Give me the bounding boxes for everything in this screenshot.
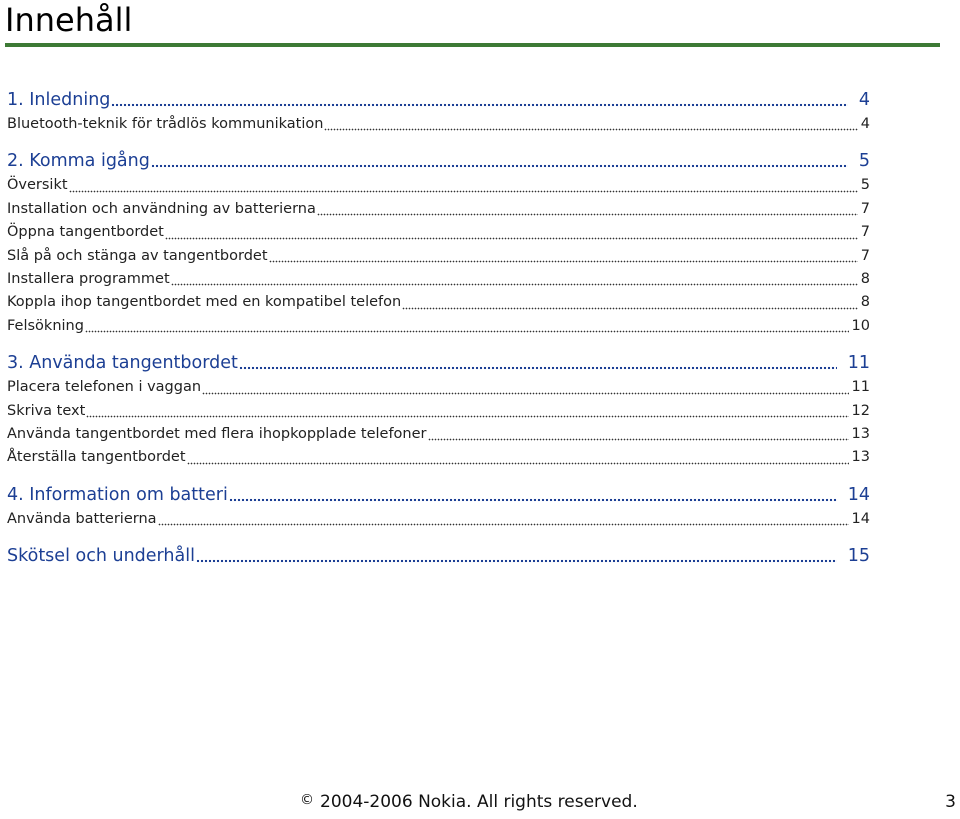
table-of-contents	[7, 88, 870, 569]
section-gap	[7, 470, 870, 483]
dot-leader	[269, 260, 858, 263]
toc-entry-page: 8	[860, 270, 870, 287]
toc-entry-page: 7	[860, 247, 870, 264]
toc-chapter-label: 4. Information om batteri	[7, 484, 228, 505]
toc-chapter-page: 15	[847, 546, 870, 567]
toc-entry-page: 5	[860, 177, 870, 194]
dot-leader	[239, 366, 837, 370]
toc-entry[interactable]	[7, 423, 870, 446]
toc-entry-page: 12	[851, 402, 870, 419]
copyright-notice	[300, 792, 638, 812]
dot-leader	[428, 438, 849, 441]
toc-entry-label: Översikt	[7, 177, 68, 194]
title-divider	[5, 43, 940, 47]
toc-entry-label: Använda tangentbordet med flera ihopkopplade telefoner	[7, 425, 427, 442]
page-title: Innehåll	[5, 1, 133, 39]
toc-entry[interactable]	[7, 315, 870, 338]
toc-entry[interactable]	[7, 245, 870, 268]
page-number: 3	[945, 792, 956, 812]
dot-leader	[69, 190, 858, 193]
copyright-text: 2004-2006 Nokia. All rights reserved.	[320, 792, 638, 812]
toc-entry-label: Installera programmet	[7, 270, 170, 287]
toc-entry[interactable]	[7, 221, 870, 244]
toc-chapter-page: 11	[847, 353, 870, 374]
toc-entry-label: Installation och användning av batterierna	[7, 200, 316, 217]
toc-entry-label: Bluetooth-teknik för trådlös kommunikation	[7, 116, 324, 132]
toc-chapter[interactable]	[7, 88, 870, 113]
toc-entry-label: Återställa tangentbordet	[7, 449, 186, 466]
dot-leader	[196, 559, 837, 563]
toc-entry-page: 13	[851, 449, 870, 466]
toc-entry-page: 13	[851, 425, 870, 442]
toc-entry[interactable]	[7, 113, 870, 136]
toc-chapter-label: Skötsel och underhåll	[7, 546, 195, 567]
toc-entry-page: 7	[860, 200, 870, 217]
section-gap	[7, 136, 870, 149]
toc-section	[7, 88, 870, 136]
dot-leader	[171, 283, 858, 286]
toc-entry-page: 10	[851, 317, 870, 334]
dot-leader	[111, 103, 847, 107]
toc-entry-label: Koppla ihop tangentbordet med en kompatibel telefon	[7, 294, 402, 311]
toc-entry[interactable]	[7, 376, 870, 399]
toc-entry[interactable]	[7, 198, 870, 221]
dot-leader	[165, 237, 858, 240]
toc-chapter-page: 4	[858, 90, 870, 110]
toc-chapter-page: 5	[858, 151, 870, 172]
section-gap	[7, 338, 870, 351]
dot-leader	[324, 128, 857, 131]
page-footer	[0, 790, 960, 818]
toc-entry-label: Slå på och stänga av tangentbordet	[7, 247, 268, 264]
toc-entry-page: 4	[860, 116, 870, 132]
section-gap	[7, 531, 870, 544]
toc-section	[7, 351, 870, 470]
toc-section	[7, 544, 870, 569]
toc-section	[7, 483, 870, 531]
toc-section	[7, 149, 870, 338]
toc-chapter[interactable]	[7, 351, 870, 376]
toc-chapter-page: 14	[847, 484, 870, 505]
dot-leader	[317, 213, 858, 216]
toc-chapter[interactable]	[7, 149, 870, 174]
toc-entry[interactable]	[7, 291, 870, 314]
dot-leader	[86, 415, 848, 418]
dot-leader	[187, 462, 849, 465]
toc-entry[interactable]	[7, 400, 870, 423]
toc-entry-label: Placera telefonen i vaggan	[7, 379, 202, 396]
toc-entry-page: 8	[860, 294, 870, 311]
toc-entry-label: Använda batterierna	[7, 510, 157, 527]
dot-leader	[402, 307, 858, 310]
dot-leader	[229, 498, 837, 502]
toc-entry-page: 14	[851, 510, 870, 527]
toc-entry[interactable]	[7, 174, 870, 197]
toc-entry-label: Skriva text	[7, 402, 86, 419]
dot-leader	[158, 523, 849, 526]
copyright-symbol: ©	[300, 792, 314, 808]
toc-entry-page: 7	[860, 224, 870, 241]
toc-entry[interactable]	[7, 446, 870, 469]
toc-entry-label: Öppna tangentbordet	[7, 224, 164, 241]
dot-leader	[202, 392, 849, 395]
dot-leader	[151, 164, 848, 168]
toc-chapter[interactable]	[7, 544, 870, 569]
toc-chapter[interactable]	[7, 483, 870, 508]
toc-entry[interactable]	[7, 508, 870, 531]
toc-entry[interactable]	[7, 268, 870, 291]
toc-entry-page: 11	[851, 379, 870, 396]
toc-chapter-label: 2. Komma igång	[7, 151, 150, 172]
toc-entry-label: Felsökning	[7, 317, 84, 334]
dot-leader	[85, 330, 849, 333]
toc-chapter-label: 1. Inledning	[7, 90, 111, 110]
toc-chapter-label: 3. Använda tangentbordet	[7, 353, 238, 374]
